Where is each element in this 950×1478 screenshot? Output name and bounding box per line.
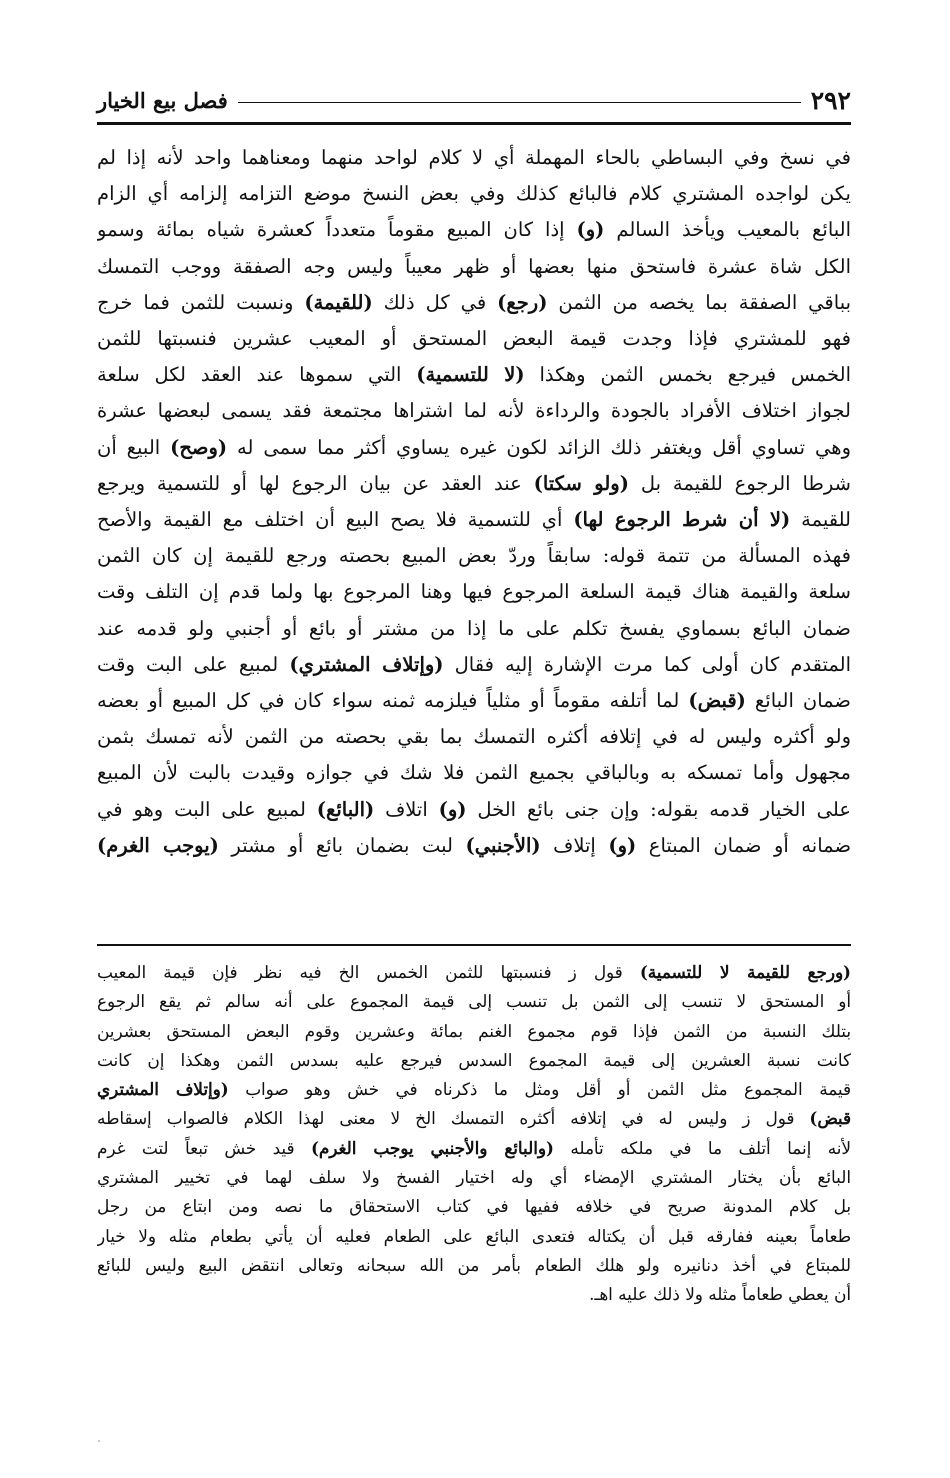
bold-phrase: (لا للتسمية) — [416, 363, 525, 387]
text-run: ضمان البائع — [745, 689, 851, 713]
text-run: ضمانه أو ضمان المبتاع — [636, 833, 851, 857]
bold-phrase: (قبض) — [688, 689, 746, 713]
text-line — [97, 466, 851, 502]
bold-phrase: (ورجع للقيمة لا للتسمية) — [639, 962, 851, 982]
bold-phrase: (والبائع والأجنبي يوجب الغرم) — [310, 1137, 554, 1158]
text-line — [97, 430, 851, 466]
bold-phrase: (وإتلاف المشتري — [97, 1079, 229, 1100]
text-run: قيمة المجموع مثل الثمن أو أقل ومثل ما ذكرناه في خش وهو صواب — [228, 1079, 851, 1100]
text-line — [97, 321, 851, 357]
bold-phrase: (الأجنبي) — [465, 833, 541, 857]
text-run: يكن لواجده المشتري كلام فالبائع كذلك وفي بعض النسخ موضع التزامه إلزامه أي الزام — [97, 182, 851, 206]
text-line — [97, 212, 851, 248]
bold-phrase: قبض) — [809, 1108, 851, 1129]
text-line — [97, 538, 851, 574]
text-line — [97, 502, 851, 538]
footnote-separator — [97, 944, 851, 946]
running-header — [97, 84, 851, 116]
text-run: سلعة والقيمة هناك قيمة السلعة المرجوع فيها وهنا المرجوع بها ولما قدم إن التلف وقت — [97, 580, 851, 604]
text-run: لمبيع على البت وقت — [97, 652, 290, 676]
text-line — [97, 755, 851, 791]
text-run: في نسخ وفي البساطي بالحاء المهملة أي لا كلام لواحد منهما ومعناهما واحد لأنه إذا لم — [97, 146, 851, 169]
footnote-line — [97, 1104, 851, 1133]
text-run: مجهول وأما تمسكه به وبالباقي بجميع الثمن فلا شك في جوازه وقيدت بالبت لأن المبيع — [97, 761, 851, 785]
bold-phrase: (للقيمة) — [304, 290, 373, 314]
text-run: فهو للمشتري فإذا وجدت قيمة البعض المستحق أو المعيب عشرين فنسبتها للثمن — [97, 327, 851, 351]
text-run: للقيمة — [790, 508, 851, 532]
text-run: ونسبت للثمن فما خرج — [97, 290, 305, 314]
text-run: أو المستحق لا تنسب إلى الثمن بل تنسب إلى قيمة المجموع على أنه سالم ثم يقع الرجوع — [97, 991, 851, 1012]
text-run: ضمان البائع بسماوي يفسخ تكلم على ما إذا من مشتر أو بائع أو أجنبي ولو قدمه عند — [97, 616, 851, 640]
footnote-line — [97, 958, 851, 987]
scan-speck — [98, 1440, 100, 1442]
text-run: البيع أن — [97, 435, 171, 459]
text-run: كانت نسبة العشرين إلى قيمة المجموع السدس فيرجع عليه بسدس الثمن وهكذا إن كانت — [97, 1049, 851, 1070]
text-run: على الخيار قدمه بقوله: وإن جنى بائع الخل — [466, 797, 851, 821]
text-line — [97, 249, 851, 285]
text-run: قول ز وليس له في إتلافه أكثره التمسك الخ لا معنى لهذا الكلام فالصواب إسقاطه — [97, 1108, 810, 1129]
footnote-line — [97, 1222, 851, 1251]
text-run: لما أتلفه مقوماً أو مثلياً فيلزمه ثمنه سواء كان في كل المبيع أو بعضه — [97, 689, 689, 713]
bold-phrase: (و) — [438, 797, 467, 821]
text-run: أي للتسمية فلا يصح البيع أن اختلف مع القيمة والأصح — [97, 508, 574, 532]
text-run: فهذه المسألة من تتمة قوله: سابقاً وردّ بعض المبيع بحصته ورجع للقيمة إن كان الثمن — [97, 544, 851, 568]
bold-phrase: (وصح) — [170, 435, 228, 459]
text-run: طعاماً بعينه ففارقه قبل أن يكتاله فتعدى البائع على الطعام فعليه أن يأتي بطعام مثله ولا خيار — [97, 1225, 851, 1246]
text-run: بباقي الصفقة بما يخصه من الثمن — [547, 290, 851, 314]
text-line — [97, 792, 851, 828]
bold-phrase: (و) — [608, 833, 637, 857]
header-dash-line — [238, 102, 801, 103]
bold-phrase: (البائع) — [316, 797, 375, 821]
text-run: لبت بضمان بائع أو مشتر — [218, 833, 466, 857]
text-run: بل كلام المدونة صريح في خلافه ففيها في كتاب الاستحقاق ما نصه ومن ابتاع من رجل — [97, 1196, 851, 1217]
text-run: اتلاف — [374, 797, 439, 821]
text-run: التي سموها عند العقد لكل سلعة — [97, 363, 417, 387]
text-run: ولو أكثره وليس له في إتلافه أكثره التمسك بما بقي بحصته من الثمن لأنه تمسك بثمن — [97, 725, 851, 749]
text-line — [97, 683, 851, 719]
footnote-line — [97, 987, 851, 1016]
footnote-line — [97, 1280, 851, 1309]
text-run: وهي تساوي أقل ويغتفر ذلك الزائد لكون غيره يساوي أكثر مما سمى له — [227, 435, 851, 459]
text-run: شرطا الرجوع للقيمة بل — [628, 471, 851, 495]
text-run: لجواز اختلاف الأفراد بالجودة والرداءة لأنه لما اشتراها مجتمعة فقد يسمى لبعضها عشرة — [97, 399, 851, 423]
text-run: قول ز فنسبتها للثمن الخمس الخ فيه نظر فإن قيمة المعيب — [97, 962, 640, 982]
footnote-line — [97, 1046, 851, 1075]
text-run: في كل ذلك — [372, 290, 498, 314]
text-run: إذا كان المبيع مقوماً متعدداً كعشرة شياه بمائة وسمو — [97, 218, 577, 242]
text-run: البائع بالمعيب ويأخذ السالم — [604, 218, 851, 242]
footnote-line — [97, 1251, 851, 1280]
footnote-line — [97, 1017, 851, 1046]
text-run: الخمس فيرجع بخمس الثمن وهكذا — [524, 363, 851, 387]
text-run: للمبتاع في أخذ دنانيره ولو هلك الطعام بأمر من الله سبحانه وتعالى انتقض البيع وليس للبائع — [97, 1254, 851, 1275]
text-line — [97, 828, 851, 864]
text-run: لأنه إنما أتلف ما في ملكه تأمله — [553, 1137, 851, 1158]
footnote-line — [97, 1075, 851, 1104]
text-line — [97, 285, 851, 321]
bold-phrase: (يوجب الغرم) — [97, 833, 219, 857]
text-line — [97, 140, 851, 176]
text-run: لمبيع على البت وهو في — [97, 797, 317, 821]
main-text — [97, 140, 851, 864]
text-run: الكل شاة عشرة فاستحق منها بعضها أو ظهر معيباً وليس وجه الصفقة ووجب التمسك — [97, 254, 851, 278]
text-run: بتلك النسبة من الثمن فإذا قوم مجموع الغنم بمائة وعشرين وقوم البعض المستحق بعشرين — [97, 1020, 851, 1041]
header-rule — [97, 122, 851, 125]
text-run: إتلاف — [540, 833, 609, 857]
text-run: المتقدم كان أولى كما مرت الإشارة إليه فقال — [443, 652, 851, 676]
bold-phrase: (لا أن شرط الرجوع لها) — [573, 508, 791, 532]
text-line — [97, 176, 851, 212]
text-run: البائع بأن يختار المشتري الإمضاء أي وله اختيار الفسخ ولا سلف لهما في تخيير المشتري — [97, 1167, 851, 1188]
text-run: أن يعطي طعاماً مثله ولا ذلك عليه اهـ. — [589, 1284, 851, 1305]
footnote-line — [97, 1163, 851, 1192]
text-line — [97, 393, 851, 429]
chapter-title: فصل بيع الخيار — [97, 87, 228, 113]
bold-phrase: (ولو سكتا) — [533, 471, 629, 495]
bold-phrase: (رجع) — [497, 290, 548, 314]
text-run: قيد خش تبعاً لتت غرم — [97, 1137, 311, 1158]
text-line — [97, 647, 851, 683]
footnote-text — [97, 958, 851, 1310]
footnote-line — [97, 1134, 851, 1163]
text-line — [97, 611, 851, 647]
footnote-line — [97, 1192, 851, 1221]
page-number: ٢٩٢ — [810, 85, 851, 115]
text-run: عند العقد عن بيان الرجوع لها أو للتسمية ويرجع — [97, 471, 534, 495]
bold-phrase: (وإتلاف المشتري) — [289, 652, 444, 676]
text-line — [97, 574, 851, 610]
text-line — [97, 719, 851, 755]
bold-phrase: (و) — [576, 218, 605, 242]
text-line — [97, 357, 851, 393]
